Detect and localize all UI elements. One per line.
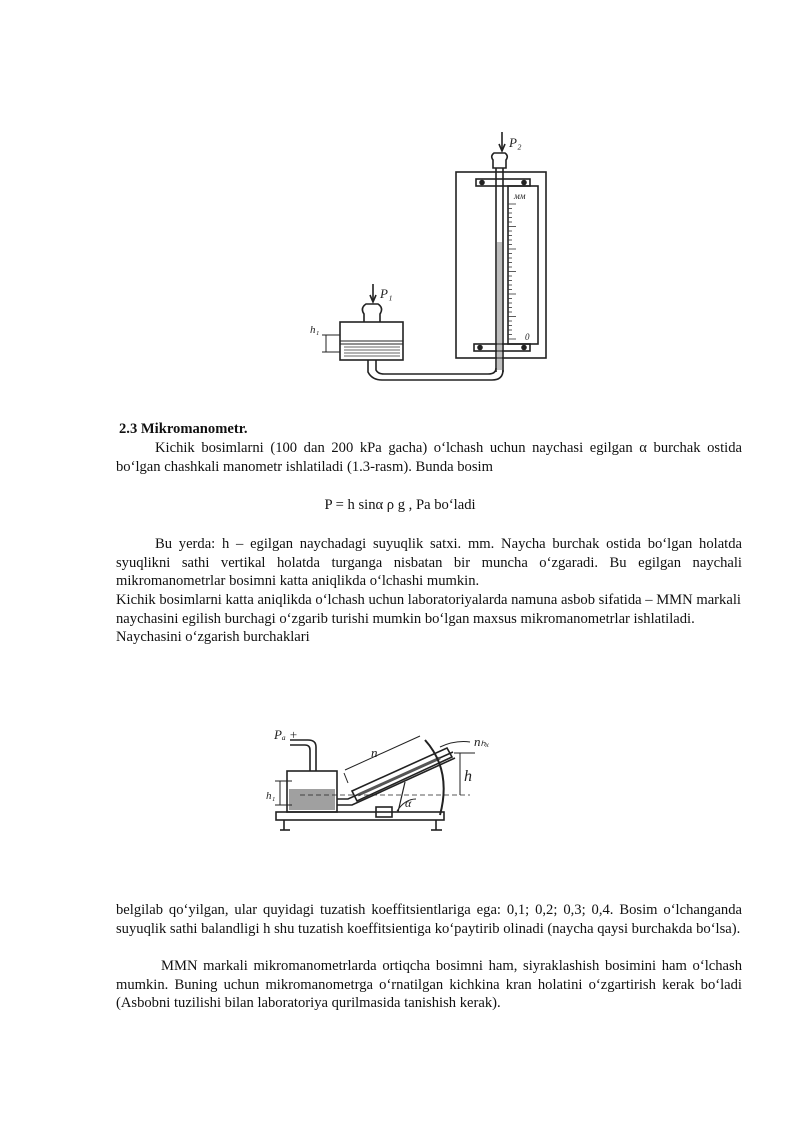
nhv-label: nₕₓ [474,734,490,749]
paragraph-mmn-usage: MMN markali mikromanometrlarda ortiqcha bosimni ham, siyraklashish bosimini ham o‘lchash mumkin. Buning uchun mikromanometrga o‘rnatilgan kichkina kran holatini o‘zgartirish kerak bo‘ladi (Asbobni tuzilishi bilan laboratoriya qurilmasida tanishish kerak). [116,958,742,1012]
h1-label: h₁ [310,324,320,336]
paragraph-explanation: Bu yerda: h – egilgan naychadagi suyuqlik satxi. mm. Naycha burchak ostida bo‘lgan holatda syuqlikni sathi vertikal holatda turganga nisbatan bir muncha o‘zgaradi. Bu egilgan naychali mikromanometrlar bosimni katta aniqlikda o‘lchashi mumkin. [116,536,742,590]
h1-bottom-label: h₁ [266,790,276,802]
p1-label: P₁ [380,286,393,301]
paragraph-mmn: Kichik bosimlarni katta aniqlikda o‘lchash uchun laboratoriyalarda namuna asbob sifatida – MMN markali naychasini egilish burchagi o‘zgarib turishi mumkin bo‘lgan maxsus mikromanometrlar ishlatiladi. Naychasini o‘zgarish burchaklari [116,592,741,646]
pressure-formula: P = h sinα ρ g , Pa bo‘ladi [324,497,476,513]
mmn-micromanometer-figure [0,715,800,885]
scale-strip [508,186,538,344]
section-heading: 2.3 Mikromanometr. [119,421,248,437]
paragraph-coefficients: belgilab qo‘yilgan, ular quyidagi tuzatish koeffitsientlariga ega: 0,1; 0,2; 0,3; 0,4. Bosim o‘lchanganda suyuqlik sathi balandligi h shu tuzatish koeffitsientiga ko‘paytirib olinadi (naycha qaysi burchakda bo‘lsa). [116,902,742,937]
h-label: h [464,768,472,785]
base-plate [276,812,444,820]
n-label: n [371,745,378,760]
p2-label: P₂ [509,135,522,150]
scale-zero-label: 0 [525,332,530,342]
alpha-label: α [405,796,412,810]
pa-label: Pₐ + [274,727,298,742]
scale-top-label: мм [514,191,526,201]
cup-manometer-figure [0,0,800,400]
paragraph-intro: Kichik bosimlarni (100 dan 200 kPa gacha) o‘lchash uchun naychasi egilgan α burchak ostida bo‘lgan chashkali manometr ishlatiladi (1.3-rasm). Bunda bosim [116,440,742,475]
